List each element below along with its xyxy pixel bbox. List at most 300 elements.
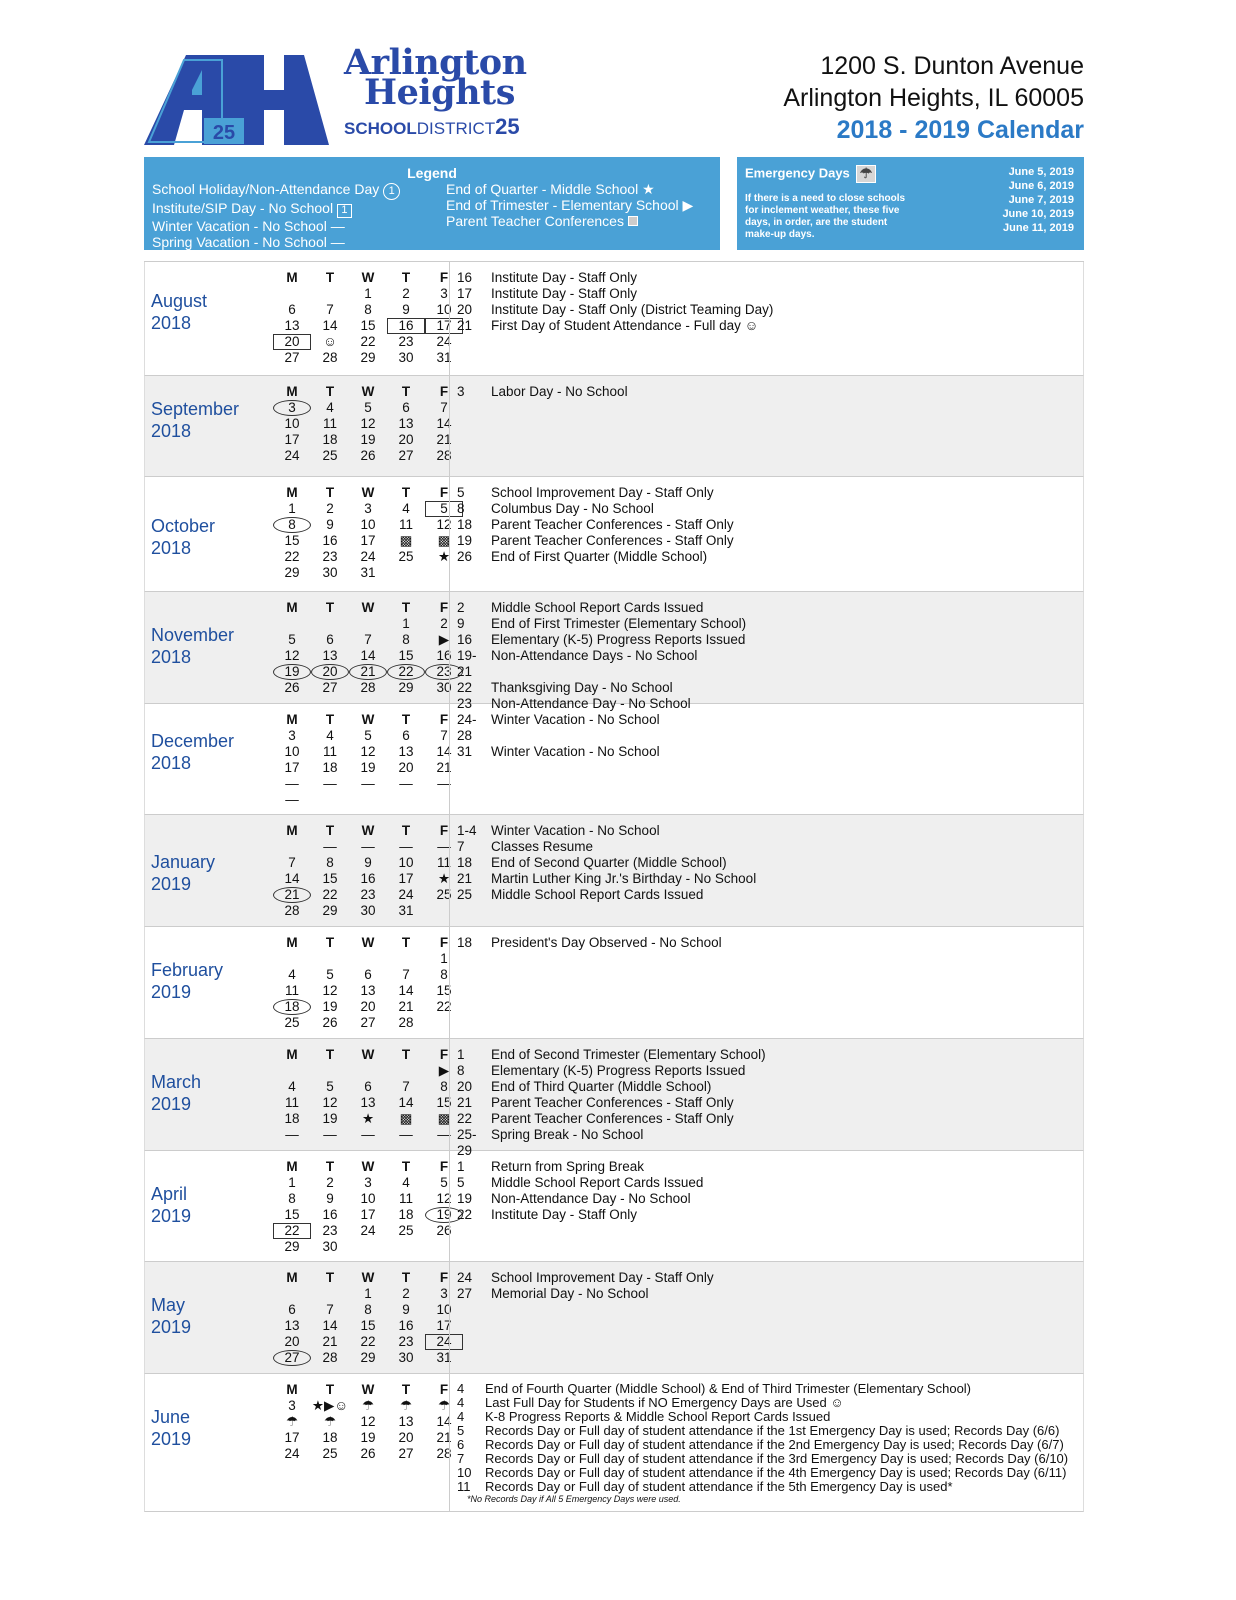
event-text: Elementary (K-5) Progress Reports Issued (491, 632, 746, 647)
day-cell: 26 (360, 448, 376, 463)
weekday-label: T (325, 485, 335, 500)
column-divider (449, 376, 450, 476)
week-row (273, 1207, 463, 1223)
day-cell: 26 (284, 680, 300, 695)
weekday-label: F (439, 823, 449, 838)
column-divider (449, 477, 450, 591)
day-cell: 3 (364, 1175, 372, 1190)
day-cell: — (437, 776, 451, 791)
event-text: Columbus Day - No School (491, 501, 654, 516)
institute-day: 24 (425, 1334, 463, 1350)
event-item (457, 1270, 714, 1286)
day-cell: 22 (322, 887, 338, 902)
weekday-label: W (361, 1382, 375, 1397)
week-row (273, 1398, 463, 1414)
day-cell: 5 (326, 967, 334, 982)
legend-item-holiday: School Holiday/Non-Attendance Day 1 (152, 181, 400, 200)
weekday-label: F (439, 1047, 449, 1062)
column-divider (449, 1262, 450, 1373)
event-text: End of First Quarter (Middle School) (491, 549, 708, 564)
event-text: Parent Teacher Conferences - Staff Only (491, 517, 734, 532)
day-cell: 22 (360, 1334, 376, 1349)
holiday-day: 19 (425, 1207, 463, 1223)
event-text: Parent Teacher Conferences - Staff Only (491, 1111, 734, 1126)
day-cell: ▩ (399, 1111, 413, 1126)
month-row-september (144, 376, 1084, 477)
weekday-label: T (325, 1159, 335, 1174)
event-item (457, 1079, 766, 1095)
day-cell: 23 (322, 1223, 338, 1238)
day-cell: 20 (398, 760, 414, 775)
month-grid (273, 270, 463, 366)
event-list (457, 935, 722, 951)
day-cell (349, 951, 387, 967)
event-date: 18 (457, 855, 473, 870)
day-cell: 30 (360, 903, 376, 918)
day-cell: 31 (436, 350, 452, 365)
weekday-label: W (361, 1159, 375, 1174)
week-row (273, 1127, 463, 1143)
event-list (457, 712, 660, 760)
event-text: Middle School Report Cards Issued (491, 600, 704, 615)
day-cell: 12 (436, 517, 452, 532)
event-item (457, 384, 628, 400)
month-row-november (144, 592, 1084, 711)
day-cell: 17 (284, 1430, 300, 1445)
emergency-date: June 11, 2019 (1003, 222, 1074, 234)
day-cell: 31 (436, 1350, 452, 1365)
event-text: School Improvement Day - Staff Only (491, 1270, 714, 1285)
conference-square-icon (628, 216, 638, 226)
month-year: 2019 (151, 1429, 192, 1449)
day-cell: 16 (436, 648, 452, 663)
day-cell: 14 (360, 648, 376, 663)
weekday-label: T (325, 1270, 335, 1285)
weekday-header (273, 1047, 463, 1063)
event-date: 25-29 (457, 1127, 477, 1158)
day-cell (273, 517, 311, 533)
day-cell: 7 (326, 302, 334, 317)
day-cell: 28 (284, 903, 300, 918)
event-item (457, 286, 773, 302)
week-row (273, 549, 463, 565)
month-grid (273, 600, 463, 696)
week-row (273, 1015, 463, 1031)
weekday-label: M (286, 1270, 298, 1285)
event-date: 3 (457, 384, 465, 399)
month-name (151, 515, 215, 559)
month-label: December (151, 731, 235, 751)
day-cell: 29 (398, 680, 414, 695)
month-grid (273, 1159, 463, 1255)
event-item (457, 871, 756, 887)
month-row-january (144, 815, 1084, 927)
day-cell: 8 (326, 855, 334, 870)
month-name (151, 1071, 201, 1115)
event-date: 9 (457, 616, 465, 631)
month-grid (273, 1382, 463, 1462)
event-text: Memorial Day - No School (491, 1286, 649, 1301)
event-text: Classes Resume (491, 839, 594, 854)
day-cell: 7 (402, 1079, 410, 1094)
day-cell (349, 1063, 387, 1079)
event-item (457, 549, 734, 565)
month-label: June (151, 1407, 191, 1427)
event-date: 6 (457, 1437, 465, 1452)
week-row (273, 1446, 463, 1462)
event-date: 18 (457, 517, 473, 532)
month-row-march (144, 1039, 1084, 1158)
day-cell: 1 (364, 286, 372, 301)
day-cell: 26 (360, 1446, 376, 1461)
calendar-title: 2018 - 2019 Calendar (836, 116, 1084, 144)
day-cell: 15 (360, 1318, 376, 1333)
event-item (457, 1207, 703, 1223)
legend-panel (144, 157, 720, 250)
day-cell: 29 (360, 1350, 376, 1365)
month-row-october (144, 477, 1084, 592)
month-name (151, 398, 239, 442)
event-date: 5 (457, 485, 465, 500)
event-item (457, 485, 734, 501)
day-cell (387, 664, 425, 680)
week-row (273, 1334, 463, 1350)
day-cell (273, 664, 311, 680)
day-cell: 22 (360, 334, 376, 349)
day-cell: 12 (360, 1414, 376, 1429)
day-cell: 15 (436, 1095, 452, 1110)
event-item (457, 1047, 766, 1063)
weekday-label: T (325, 1047, 335, 1062)
event-date: 4 (457, 1381, 465, 1396)
day-cell: 28 (322, 350, 338, 365)
holiday-day: 27 (273, 1350, 311, 1366)
day-cell: 10 (360, 1191, 376, 1206)
event-date: 2 (457, 600, 465, 615)
day-cell: 18 (284, 1111, 300, 1126)
week-row (273, 967, 463, 983)
event-item (457, 1424, 1068, 1438)
event-date: 26 (457, 549, 473, 564)
day-cell (387, 951, 425, 967)
day-cell: — (323, 776, 337, 791)
day-cell: 8 (402, 632, 410, 647)
day-cell: 24 (436, 334, 452, 349)
day-cell: ☺ (323, 334, 337, 349)
event-text: Martin Luther King Jr.'s Birthday - No School (491, 871, 757, 886)
week-row (273, 951, 463, 967)
holiday-day: 22 (387, 664, 425, 680)
weekday-label: T (401, 1159, 411, 1174)
event-text: K-8 Progress Reports & Middle School Report Cards Issued (485, 1409, 831, 1424)
event-date: 10 (457, 1465, 472, 1480)
day-cell: 17 (360, 1207, 376, 1222)
day-cell: 5 (326, 1079, 334, 1094)
event-item (457, 1480, 1068, 1494)
event-date: 5 (457, 1423, 465, 1438)
event-item (457, 887, 756, 903)
day-cell: 25 (436, 887, 452, 902)
day-cell: 2 (326, 1175, 334, 1190)
day-cell: 18 (322, 760, 338, 775)
day-cell: 24 (284, 448, 300, 463)
institute-day: 5 (425, 501, 463, 517)
event-item (457, 935, 722, 951)
weekday-label: M (286, 1047, 298, 1062)
week-row (273, 1302, 463, 1318)
day-cell: 10 (360, 517, 376, 532)
day-cell: 4 (288, 1079, 296, 1094)
day-cell: 21 (436, 1430, 452, 1445)
day-cell: 20 (284, 1334, 300, 1349)
week-row (273, 744, 463, 760)
week-row (273, 632, 463, 648)
weekday-header (273, 485, 463, 501)
weekday-label: M (286, 485, 298, 500)
weekday-label: M (286, 823, 298, 838)
day-cell: 17 (436, 1318, 452, 1333)
event-text: End of Second Quarter (Middle School) (491, 855, 727, 870)
weekday-label: T (325, 823, 335, 838)
event-text: Return from Spring Break (491, 1159, 645, 1174)
day-cell: 7 (288, 855, 296, 870)
day-cell: 14 (436, 744, 452, 759)
day-cell (425, 1015, 463, 1031)
weekday-label: T (401, 823, 411, 838)
weekday-header (273, 935, 463, 951)
day-cell: 23 (360, 887, 376, 902)
day-cell: — (285, 776, 299, 791)
emergency-title: Emergency Days☂ (745, 165, 876, 183)
weekday-label: W (361, 270, 375, 285)
legend-title: Legend (407, 165, 457, 181)
event-text: Non-Attendance Days - No School (491, 648, 698, 663)
weekday-label: T (325, 935, 335, 950)
event-text: Labor Day - No School (491, 384, 628, 399)
week-row (273, 760, 463, 776)
event-item (457, 501, 734, 517)
event-text: End of Second Trimester (Elementary School) (491, 1047, 766, 1062)
weekday-label: T (325, 270, 335, 285)
weekday-header (273, 712, 463, 728)
day-cell: 4 (402, 501, 410, 516)
day-cell: 19 (360, 432, 376, 447)
day-cell: 3 (440, 1286, 448, 1301)
emergency-note: If there is a need to close schools for inclement weather, these five days, in order, are the student make-up days. (745, 193, 906, 240)
month-row-august (144, 262, 1084, 376)
event-date: 24-28 (457, 712, 477, 743)
day-cell: ☂ (285, 1414, 299, 1429)
logo-mark-number: 25 (212, 122, 236, 144)
day-cell: 18 (322, 1430, 338, 1445)
day-cell: 6 (364, 1079, 372, 1094)
day-cell: 17 (360, 533, 376, 548)
day-cell: 27 (398, 448, 414, 463)
month-row-april (144, 1151, 1084, 1262)
day-cell: 6 (288, 1302, 296, 1317)
event-date: 21 (457, 318, 473, 333)
event-text: Middle School Report Cards Issued (491, 887, 704, 902)
day-cell: 16 (322, 1207, 338, 1222)
event-date: 22 (457, 1111, 473, 1126)
week-row (273, 999, 463, 1015)
week-row (273, 1175, 463, 1191)
day-cell: 20 (398, 1430, 414, 1445)
weekday-header (273, 1159, 463, 1175)
event-date: 5 (457, 1175, 465, 1190)
day-cell: — (323, 1127, 337, 1142)
month-grid (273, 935, 463, 1031)
event-date: 7 (457, 839, 465, 854)
month-grid (273, 384, 463, 464)
day-cell: 15 (360, 318, 376, 333)
day-cell (425, 565, 463, 581)
weekday-header (273, 270, 463, 286)
weekday-label: T (401, 384, 411, 399)
day-cell: 4 (402, 1175, 410, 1190)
day-cell: 12 (322, 983, 338, 998)
day-cell (349, 616, 387, 632)
month-name (151, 1294, 191, 1338)
month-name (151, 959, 223, 1003)
weekday-label: M (286, 384, 298, 399)
weekday-label: W (361, 485, 375, 500)
day-cell: 25 (284, 1015, 300, 1030)
event-date: 31 (457, 744, 473, 759)
day-cell: ▩ (437, 1111, 451, 1126)
month-row-december (144, 704, 1084, 815)
day-cell: ▶ (438, 632, 450, 647)
week-row (273, 680, 463, 696)
week-row (273, 448, 463, 464)
weekday-label: T (401, 935, 411, 950)
day-cell (311, 664, 349, 680)
day-cell: 18 (322, 432, 338, 447)
day-cell (273, 400, 311, 416)
month-grid (273, 712, 463, 808)
month-row-february (144, 927, 1084, 1039)
address-line-2: Arlington Heights, IL 60005 (783, 84, 1084, 112)
day-cell (273, 286, 311, 302)
holiday-day: 19 (273, 664, 311, 680)
event-item (457, 1095, 766, 1111)
month-name (151, 730, 234, 774)
week-row (273, 855, 463, 871)
day-cell: 20 (360, 999, 376, 1014)
day-cell: 7 (326, 1302, 334, 1317)
event-text: Records Day or Full day of student attendance if the 2nd Emergency Day is used; Records Day (6/7) (485, 1437, 1064, 1452)
event-item (457, 1159, 703, 1175)
event-text: Non-Attendance Day - No School (491, 696, 691, 711)
week-row (273, 871, 463, 887)
legend-item-spring: Spring Vacation - No School — (152, 234, 345, 250)
day-cell: 11 (322, 416, 337, 431)
event-item (457, 839, 756, 855)
weekday-label: T (325, 384, 335, 399)
event-text: Middle School Report Cards Issued (491, 1175, 704, 1190)
day-cell: 12 (360, 744, 376, 759)
week-row (273, 1239, 463, 1255)
day-cell: 2 (440, 616, 448, 631)
event-list (457, 1270, 714, 1302)
event-date: 16 (457, 632, 473, 647)
week-row (273, 318, 463, 334)
day-cell: 30 (398, 1350, 414, 1365)
event-item (457, 648, 746, 680)
week-row (273, 1286, 463, 1302)
day-cell: 21 (436, 432, 452, 447)
day-cell: 30 (322, 565, 338, 580)
week-row (273, 533, 463, 549)
event-date: 22 (457, 680, 473, 695)
event-text: Winter Vacation - No School (491, 823, 660, 838)
week-row (273, 1223, 463, 1239)
event-text: End of First Trimester (Elementary School) (491, 616, 747, 631)
holiday-day: 3 (273, 400, 311, 416)
event-date: 1 (457, 1047, 465, 1062)
day-cell: 15 (322, 871, 338, 886)
week-row (273, 1095, 463, 1111)
weekday-label: M (286, 1159, 298, 1174)
day-cell: 6 (288, 302, 296, 317)
weekday-label: W (361, 712, 375, 727)
week-row (273, 983, 463, 999)
month-grid (273, 1047, 463, 1143)
weekday-label: T (401, 1270, 411, 1285)
day-cell (273, 951, 311, 967)
day-cell: 13 (398, 744, 414, 759)
day-cell: 10 (436, 302, 452, 317)
weekday-label: F (439, 485, 449, 500)
institute-day: 20 (273, 334, 311, 350)
day-cell: 28 (436, 448, 452, 463)
legend-left-column (152, 181, 400, 250)
day-cell (425, 1239, 463, 1255)
day-cell: 29 (284, 565, 300, 580)
week-row (273, 903, 463, 919)
day-cell: 27 (360, 1015, 376, 1030)
day-cell: ☂ (361, 1398, 375, 1413)
event-item (457, 1063, 766, 1079)
footnote: *No Records Day if All 5 Emergency Days were used. (467, 1494, 681, 1504)
day-cell: 28 (436, 1446, 452, 1461)
day-cell (387, 792, 425, 808)
month-grid (273, 1270, 463, 1366)
event-date: 24 (457, 1270, 473, 1285)
day-cell: 26 (322, 1015, 338, 1030)
day-cell: ★▶☺ (311, 1398, 349, 1413)
event-item (457, 302, 773, 318)
event-text: Parent Teacher Conferences - Staff Only (491, 533, 734, 548)
column-divider (449, 262, 450, 375)
month-name (151, 624, 234, 668)
month-label: November (151, 625, 235, 645)
day-cell: 27 (284, 350, 300, 365)
day-cell: 30 (436, 680, 452, 695)
day-cell: 29 (284, 1239, 300, 1254)
event-item (457, 712, 660, 744)
column-divider (449, 1039, 450, 1150)
day-cell: 14 (398, 1095, 414, 1110)
day-cell: 11 (398, 1191, 413, 1206)
day-cell: ▩ (437, 533, 451, 548)
day-cell: 15 (284, 533, 300, 548)
weekday-label: F (439, 600, 449, 615)
day-cell: 21 (436, 760, 452, 775)
week-row (273, 1350, 463, 1366)
weekday-label: F (439, 1270, 449, 1285)
event-date: 23 (457, 696, 473, 711)
